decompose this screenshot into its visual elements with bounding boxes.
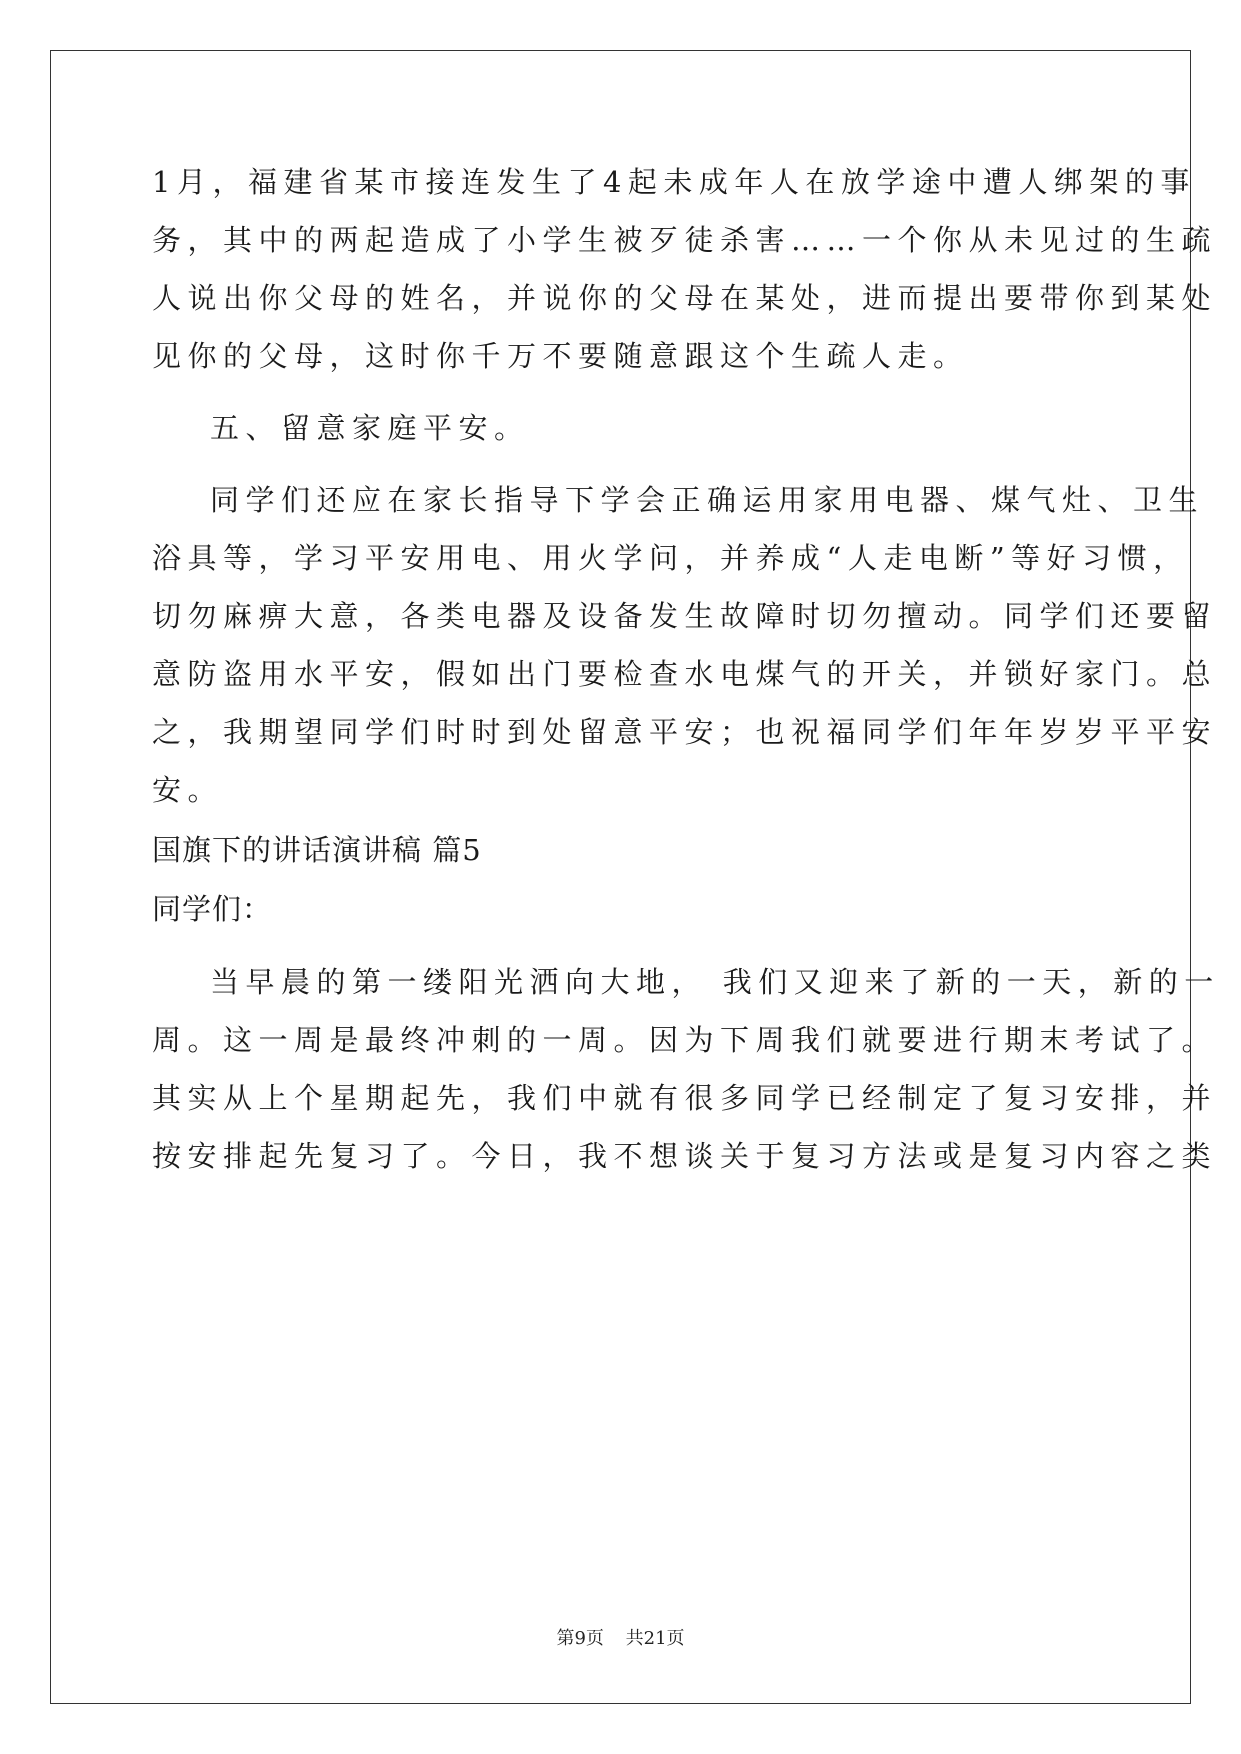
text-line: 安。 [152, 773, 224, 807]
page-number: 第9页 [556, 1628, 604, 1649]
text-line: 按安排起先复习了。今日，我不想谈关于复习方法或是复习内容之类 [152, 1139, 1218, 1173]
text-line: 周。这一周是最终冲刺的一周。因为下周我们就要进行期末考试了。 [152, 1023, 1218, 1057]
text-line: 意防盗用水平安，假如出门要检查水电煤气的开关，并锁好家门。总 [152, 657, 1218, 691]
page-footer [0, 1624, 1241, 1650]
section-heading: 五、留意家庭平安。 [210, 411, 530, 445]
paragraph-start: 同学们还应在家长指导下学会正确运用家用电器、煤气灶、卫生 [210, 483, 1205, 517]
text-line: 切勿麻痹大意，各类电器及设备发生故障时切勿擅动。同学们还要留 [152, 599, 1218, 633]
text-line: 见你的父母，这时你千万不要随意跟这个生疏人走。 [152, 339, 969, 373]
paragraph-start: 当早晨的第一缕阳光洒向大地， 我们又迎来了新的一天，新的一 [210, 965, 1220, 999]
text-line: 人说出你父母的姓名，并说你的父母在某处，进而提出要带你到某处 [152, 281, 1218, 315]
page-total: 共21页 [625, 1628, 685, 1649]
text-line: 浴具等，学习平安用电、用火学问，并养成“人走电断”等好习惯， [152, 541, 1189, 575]
text-line: 务，其中的两起造成了小学生被歹徒杀害……一个你从未见过的生疏 [152, 223, 1218, 257]
text-line: 1月，福建省某市接连发生了4起未成年人在放学途中遭人绑架的事 [152, 165, 1196, 199]
text-line: 其实从上个星期起先，我们中就有很多同学已经制定了复习安排，并 [152, 1081, 1218, 1115]
text-line: 之，我期望同学们时时到处留意平安；也祝福同学们年年岁岁平平安 [152, 715, 1218, 749]
salutation: 同学们： [152, 892, 273, 926]
article-title: 国旗下的讲话演讲稿 篇5 [152, 833, 482, 867]
